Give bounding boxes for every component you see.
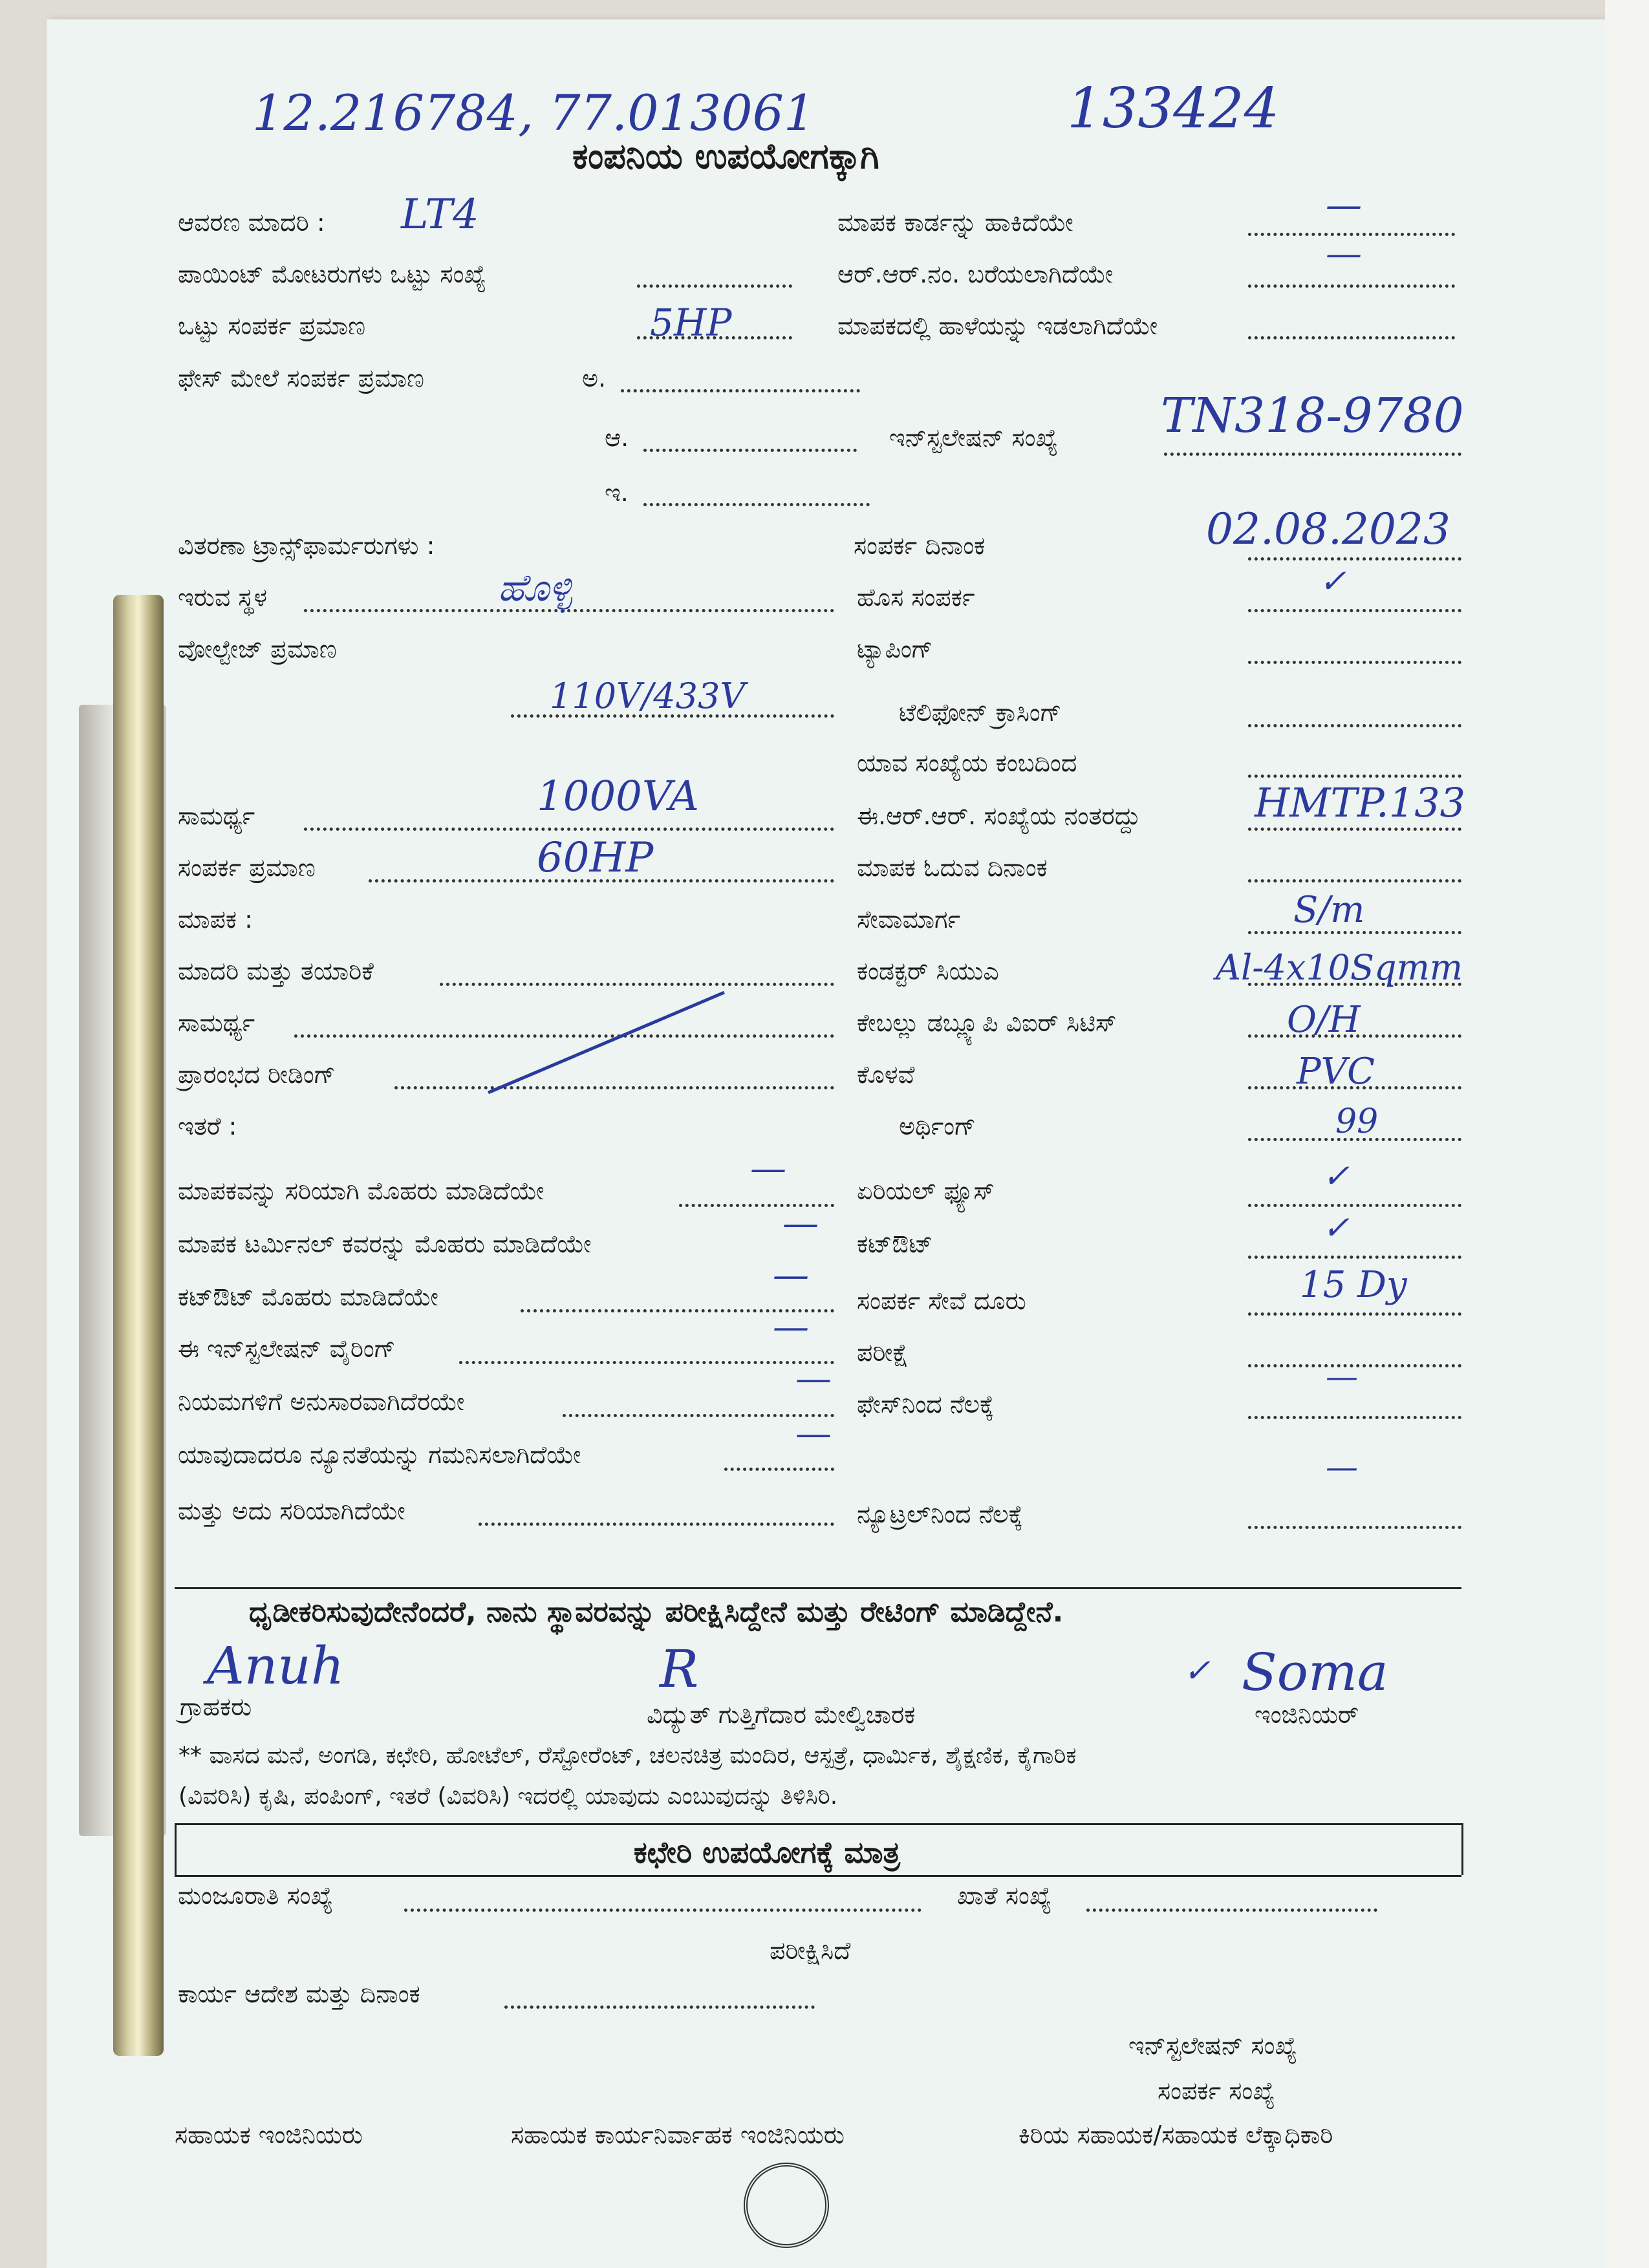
handwritten-coordinates: 12.216784, 77.013061	[252, 84, 815, 142]
label-as-per-rules: ನಿಯಮಗಳಿಗೆ ಅನುಸಾರವಾಗಿದೆರಯೇ	[178, 1387, 465, 1416]
label-consumer: ಗ್ರಾಹಕರು	[180, 1693, 252, 1721]
label-after-err: ಈ.ಆರ್.ಆರ್. ಸಂಖ್ಯೆಯ ನಂತರದ್ದು	[857, 802, 1141, 830]
dash-terminal-sealed: —	[782, 1203, 819, 1245]
divider-office	[175, 1823, 1461, 1825]
label-contractor: ವಿದ್ಯುತ್ ಗುತ್ತಿಗೆದಾರ ಮೇಲ್ವಿಚಾರಕ	[647, 1700, 916, 1729]
label-meter-capacity: ಸಾಮರ್ಥ್ಯ	[178, 1009, 255, 1037]
label-defects: ಯಾವುದಾದರೂ ನ್ಯೂನತೆಯನ್ನು ಗಮನಿಸಲಾಗಿದೆಯೇ	[178, 1440, 581, 1469]
label-meter-sealed: ಮಾಪಕವನ್ನು ಸರಿಯಾಗಿ ಮೊಹರು ಮಾಡಿದೆಯೇ	[178, 1177, 544, 1205]
label-installation-no: ಇನ್‌ಸ್ಟಲೇಷನ್ ಸಂಖ್ಯೆ	[889, 423, 1058, 452]
label-asst-exec-engineer: ಸಹಾಯಕ ಕಾರ್ಯನಿರ್ವಾಹಕ ಇಂಜಿನಿಯರು	[511, 2121, 845, 2149]
signature-consumer: Anuh	[207, 1636, 345, 1696]
value-conductor: Al-4x10Sqmm	[1216, 947, 1463, 988]
dash-extra: —	[1326, 1448, 1358, 1486]
label-motor-count: ಪಾಯಿಂಟ್ ಮೋಟರುಗಳು ಒಟ್ಟು ಸಂಖ್ಯೆ	[178, 260, 486, 288]
value-connection-date: 02.08.2023	[1206, 504, 1450, 554]
value-service-length: 15 Dy	[1300, 1264, 1407, 1306]
dash-meter-sealed: —	[750, 1148, 786, 1190]
tick-aerial-fuse: ✓	[1322, 1157, 1350, 1195]
label-phase-c: ಇ.	[605, 478, 629, 507]
label-cable: ಕೇಬಲ್ಲು ಡಬ್ಲ್ಯೂಪಿ ವಿಐರ್ ಸಿಟಿಸ್	[857, 1009, 1117, 1037]
value-connected-load: 60HP	[537, 834, 654, 882]
signature-engineer: Soma	[1242, 1642, 1388, 1702]
label-meter-card: ಮಾಪಕ ಕಾರ್ಡನ್ನು ಹಾಕಿದೆಯೇ	[837, 208, 1073, 237]
label-new-connection: ಹೊಸ ಸಂಪರ್ಕ	[857, 583, 975, 612]
dash-phase-earth: —	[1326, 1358, 1358, 1395]
value-voltage: 110V/433V	[550, 676, 746, 716]
label-phase-load: ಫೇಸ್ ಮೇಲೆ ಸಂಪರ್ಕ ಪ್ರಮಾಣ	[178, 364, 424, 392]
label-service-length: ಸಂಪರ್ಕ ಸೇವೆ ದೂರು	[857, 1287, 1026, 1315]
label-make-type: ಮಾದರಿ ಮತ್ತು ತಯಾರಿಕೆ	[178, 957, 374, 985]
dash-as-per-rules: —	[795, 1358, 832, 1400]
label-from-pole: ಯಾವ ಸಂಖ್ಯೆಯ ಕಂಬದಿಂದ	[857, 749, 1077, 777]
label-service-main: ಸೇವಾಮಾರ್ಗ	[857, 905, 961, 934]
label-aerial-fuse: ಏರಿಯಲ್ ಫ್ಯೂಸ್	[857, 1177, 995, 1205]
value-earthing: 99	[1335, 1102, 1379, 1141]
label-capacity: ಸಾಮರ್ಥ್ಯ	[178, 802, 255, 830]
label-telephone-crossing: ಟೆಲಿಫೋನ್ ಕ್ರಾಸಿಂಗ್	[899, 698, 1062, 727]
label-initial-reading: ಪ್ರಾರಂಭದ ರೀಡಿಂಗ್	[178, 1060, 336, 1089]
label-test: ಪರೀಕ್ಷೆ	[857, 1338, 909, 1367]
signature-contractor: R	[660, 1639, 699, 1699]
label-engineer: ಇಂಜಿನಿಯರ್	[1255, 1700, 1359, 1729]
label-wiring: ಈ ಇನ್‌ಸ್ಟಲೇಷನ್ ವೈರಿಂಗ್	[178, 1334, 396, 1363]
label-transformers: ವಿತರಣಾ ಟ್ರಾನ್ಸ್‌ಫಾರ್ಮರುಗಳು :	[178, 531, 435, 560]
label-meter: ಮಾಪಕ :	[178, 905, 253, 934]
form-title: ಕಂಪನಿಯ ಉಪಯೋಗಕ್ಕಾಗಿ	[572, 136, 879, 177]
note-line-2: (ವಿವರಿಸಿ) ಕೃಷಿ, ಪಂಪಿಂಗ್, ಇತರೆ (ವಿವರಿಸಿ) ಇದರಲ್ಲಿ ಯಾವುದು ಎಂಬುವುದನ್ನು ತಿಳಿಸಿರಿ.	[178, 1783, 838, 1810]
note-line-1: ** ವಾಸದ ಮನೆ, ಅಂಗಡಿ, ಕಛೇರಿ, ಹೋಟೆಲ್, ರೆಸ್ಟೋರೆಂಟ್, ಚಲನಚಿತ್ರ ಮಂದಿರ, ಆಸ್ಪತ್ರೆ, ಧಾರ್ಮಿಕ, ಶೈಕ್ಷಣಿಕ, ಕೈಗಾರಿಕ	[178, 1742, 1077, 1769]
label-installation-no-office: ಇನ್‌ಸ್ಟಲೇಷನ್ ಸಂಖ್ಯೆ	[1128, 2031, 1297, 2060]
label-connection-date: ಸಂಪರ್ಕ ದಿನಾಂಕ	[854, 531, 986, 560]
label-phase-b: ಆ.	[605, 423, 629, 452]
divider-office-2	[175, 1875, 1461, 1877]
label-tariff: ಆವರಣ ಮಾದರಿ :	[178, 208, 325, 237]
divider-top	[175, 1587, 1461, 1589]
label-connected-load: ಸಂಪರ್ಕ ಪ್ರಮಾಣ	[178, 853, 316, 882]
dash-defects: —	[795, 1413, 832, 1455]
value-service-main: S/m	[1293, 889, 1365, 931]
label-rr-no: ಆರ್.ಆರ್.ನಂ. ಬರೆಯಲಾಗಿದೆಯೇ	[837, 260, 1114, 288]
value-location: ಹೊಳ್ಳಿ	[498, 566, 572, 610]
value-after-err: HMTP.133	[1255, 779, 1466, 826]
label-asst-engineer: ಸಹಾಯಕ ಇಂಜಿನಿಯರು	[175, 2121, 363, 2149]
label-accounts-officer: ಕಿರಿಯ ಸಹಾಯಕ/ಸಹಾಯಕ ಲೆಕ್ಕಾಧಿಕಾರಿ	[1018, 2121, 1333, 2149]
label-pipe: ಕೊಳವೆ	[857, 1060, 915, 1089]
label-sanction-no: ಮಂಜೂರಾತಿ ಸಂಖ್ಯೆ	[178, 1881, 333, 1910]
dash-wiring: —	[773, 1306, 809, 1348]
dash-meter-card: —	[1326, 184, 1362, 226]
tick-cutout: ✓	[1322, 1209, 1350, 1246]
label-correct: ಮತ್ತು ಅದು ಸರಿಯಾಗಿದೆಯೇ	[178, 1497, 405, 1525]
office-title: ಕಛೇರಿ ಉಪಯೋಗಕ್ಕೆ ಮಾತ್ರ	[634, 1835, 900, 1870]
value-pipe: PVC	[1297, 1051, 1375, 1093]
label-neutral-earth: ನ್ಯೂಟ್ರಲ್‌ನಿಂದ ನೆಲಕ್ಕೆ	[857, 1500, 1023, 1528]
label-conductor: ಕಂಡಕ್ಟರ್ ಸಿಯುಎ	[857, 957, 999, 985]
label-reading-date: ಮಾಪಕ ಓದುವ ದಿನಾಂಕ	[857, 853, 1048, 882]
value-tariff: LT4	[401, 191, 479, 239]
label-tapping: ಟ್ಯಾಪಿಂಗ್	[857, 635, 933, 663]
label-earthing: ಅರ್ಥಿಂಗ್	[899, 1112, 976, 1140]
label-others: ಇತರೆ :	[178, 1112, 237, 1140]
binder-clip-strip	[113, 595, 164, 2056]
label-work-order: ಕಾರ್ಯ ಆದೇಶ ಮತ್ತು ದಿನಾಂಕ	[178, 1980, 420, 2008]
value-total-load: 5HP	[650, 301, 732, 345]
tick-engineer: ✓	[1183, 1652, 1211, 1689]
declaration-text: ಧೃಡೀಕರಿಸುವುದೇನೆಂದರೆ, ನಾನು ಸ್ಥಾವರವನ್ನು ಪರೀಕ್ಷಿಸಿದ್ದೇನೆ ಮತ್ತು ರೇಟಿಂಗ್ ಮಾಡಿದ್ದೇನೆ.	[249, 1596, 1064, 1629]
label-cutout-sealed: ಕಟ್‌ಔಟ್ ಮೊಹರು ಮಾಡಿದೆಯೇ	[178, 1283, 438, 1311]
label-old-in-meter: ಮಾಪಕದಲ್ಲಿ ಹಾಳೆಯನ್ನು ಇಡಲಾಗಿದೆಯೇ	[837, 312, 1158, 340]
label-terminal-sealed: ಮಾಪಕ ಟರ್ಮಿನಲ್ ಕವರನ್ನು ಮೊಹರು ಮಾಡಿದೆಯೇ	[178, 1230, 592, 1258]
company-seal-logo	[744, 2163, 829, 2248]
value-installation-no: TN318-9780	[1161, 388, 1464, 444]
label-account-no: ಖಾತೆ ಸಂಖ್ಯೆ	[957, 1881, 1052, 1910]
tick-new-connection: ✓	[1319, 562, 1346, 600]
handwritten-number: 133424	[1067, 76, 1280, 141]
label-cutout: ಕಟ್‌ಔಟ್	[857, 1230, 933, 1258]
label-connection-no: ಸಂಪರ್ಕ ಸಂಖ್ಯೆ	[1158, 2077, 1275, 2105]
label-location: ಇರುವ ಸ್ಥಳ	[178, 583, 268, 612]
label-voltage: ವೋಲ್ಟೇಜ್ ಪ್ರಮಾಣ	[178, 635, 337, 663]
dash-cutout-sealed: —	[773, 1254, 809, 1296]
value-cable: O/H	[1287, 999, 1361, 1041]
value-capacity: 1000VA	[537, 773, 699, 820]
dash-rr-no: —	[1326, 233, 1362, 275]
label-phase-a: ಅ.	[582, 364, 607, 392]
label-phase-earth: ಫೇಸ್‌ನಿಂದ ನೆಲಕ್ಕೆ	[857, 1390, 995, 1418]
label-checked: ಪರೀಕ್ಷಿಸಿದೆ	[770, 1936, 851, 1965]
label-total-load: ಒಟ್ಟು ಸಂಪರ್ಕ ಪ್ರಮಾಣ	[178, 312, 366, 340]
